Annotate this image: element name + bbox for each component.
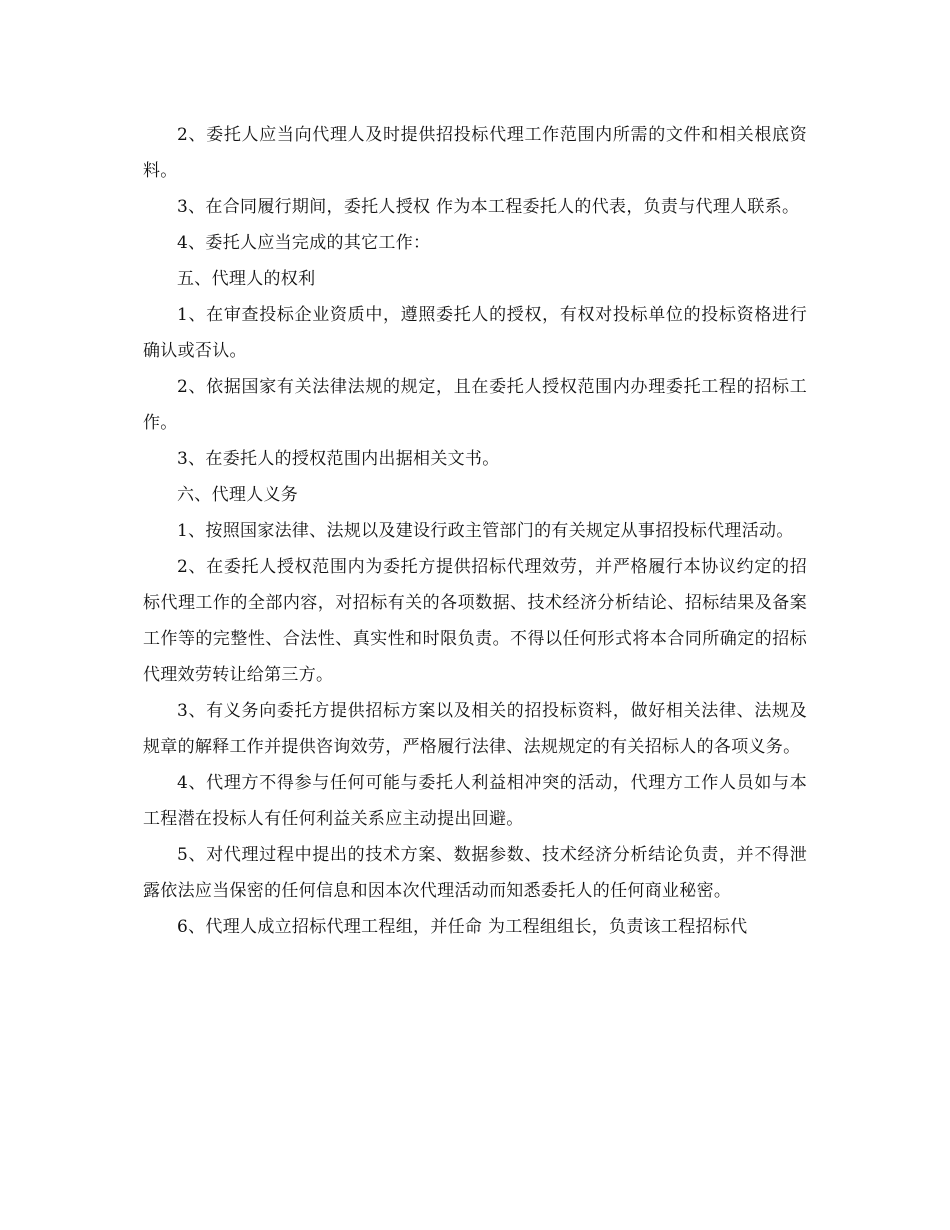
paragraph: 1、按照国家法律、法规以及建设行政主管部门的有关规定从事招投标代理活动。 — [177, 521, 794, 541]
paragraph: 3、有义务向委托方提供招标方案以及相关的招投标资料，做好相关法律、法规及规章的解释工作并提供咨询效劳，严格履行法律、法规规定的有关招标人的各项义务。 — [143, 701, 807, 757]
paragraph: 5、对代理过程中提出的技术方案、数据参数、技术经济分析结论负责，并不得泄露依法应当保密的任何信息和因本次代理活动而知悉委托人的任何商业秘密。 — [143, 845, 807, 901]
paragraph: 2、在委托人授权范围内为委托方提供招标代理效劳，并严格履行本协议约定的招标代理工作的全部内容，对招标有关的各项数据、技术经济分析结论、招标结果及备案工作等的完整性、合法性、真实性和时限负责。不得以任何形式将本合同所确定的招标代理效劳转让给第三方。 — [143, 557, 807, 685]
paragraph: 4、代理方不得参与任何可能与委托人利益相冲突的活动，代理方工作人员如与本工程潜在投标人有任何利益关系应主动提出回避。 — [143, 773, 807, 829]
paragraph: 4、委托人应当完成的其它工作： — [177, 233, 431, 253]
paragraph: 2、委托人应当向代理人及时提供招投标代理工作范围内所需的文件和相关根底资料。 — [143, 125, 807, 181]
paragraph: 3、在合同履行期间，委托人授权 作为本工程委托人的代表，负责与代理人联系。 — [177, 197, 800, 217]
document-body — [143, 117, 807, 945]
section-heading: 六、代理人义务 — [177, 485, 299, 505]
paragraph: 1、在审查投标企业资质中，遵照委托人的授权，有权对投标单位的投标资格进行确认或否认。 — [143, 305, 807, 361]
paragraph: 3、在委托人的授权范围内出据相关文书。 — [177, 449, 500, 469]
paragraph: 2、依据国家有关法律法规的规定，且在委托人授权范围内办理委托工程的招标工作。 — [143, 377, 807, 433]
section-heading: 五、代理人的权利 — [177, 269, 316, 289]
paragraph: 6、代理人成立招标代理工程组，并任命 为工程组组长，负责该工程招标代 — [177, 917, 748, 937]
